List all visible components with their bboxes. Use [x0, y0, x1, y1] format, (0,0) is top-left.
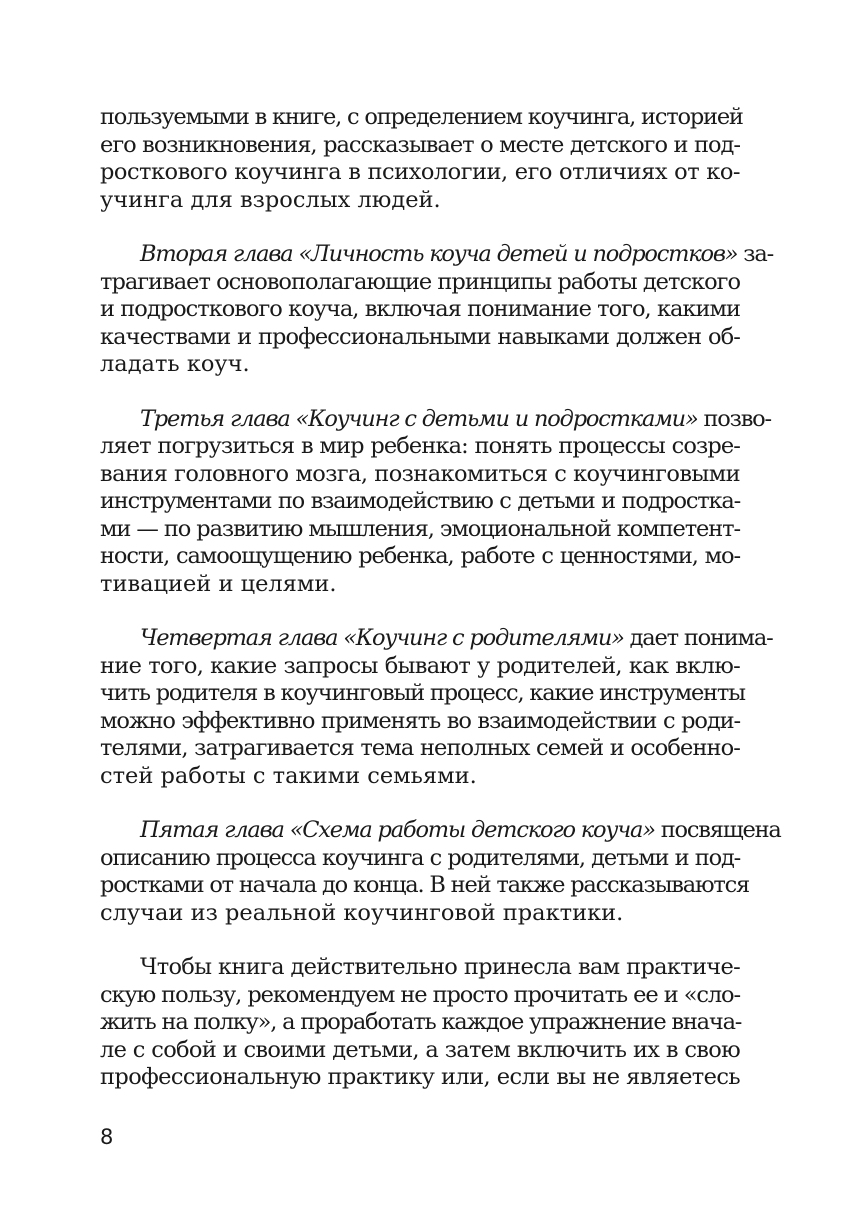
page-number: 8 — [100, 1125, 114, 1149]
text-line: ле с собой и своими детьми, а затем включить их в свою — [100, 1036, 740, 1063]
text-line: описанию процесса коучинга с родителями, детьми и под- — [100, 844, 740, 871]
paragraph-intro-continuation — [100, 104, 743, 214]
text-line-first: Чтобы книга действительно принесла вам практиче- — [140, 954, 740, 980]
lead-rest: позво- — [697, 405, 771, 432]
text-line: можно эффективно применять во взаимодействии с роди- — [100, 707, 740, 734]
text-line: случаи из реальной коучинговой практики. — [100, 899, 624, 926]
paragraph-chapter-four — [100, 625, 773, 790]
text-line: ности, самоощущению ребенка, работе с ценностями, мо- — [100, 543, 740, 569]
text-line-first — [100, 817, 781, 845]
paragraph-chapter-three — [100, 405, 771, 599]
text-line-first — [100, 625, 773, 653]
text-line: его возникновения, рассказывает о месте детского и под- — [100, 131, 740, 158]
paragraph-chapter-five — [100, 817, 781, 927]
text-line: чить родителя в коучинговый процесс, какие инструменты — [100, 680, 745, 706]
text-line: ние того, какие запросы бывают у родителей, как вклю- — [100, 652, 740, 679]
text-line: стей работы с такими семьями. — [100, 762, 477, 789]
lead-rest: за- — [737, 241, 773, 267]
text-line: ладать коуч. — [100, 351, 250, 377]
text-line: профессиональную практику или, если вы не являетесь — [100, 1064, 740, 1090]
text-line: и подросткового коуча, включая понимание того, какими — [100, 296, 740, 322]
lead-rest: посвящена — [654, 817, 781, 843]
text-line: учинга для взрослых людей. — [100, 186, 441, 213]
chapter-title-italic: Четвертая глава «Коучинг с родителями» — [140, 625, 624, 651]
lead-rest: дает понима- — [623, 625, 773, 651]
text-line: тивацией и целями. — [100, 570, 337, 597]
text-line: телями, затрагивается тема неполных семей и особенно- — [100, 735, 740, 761]
text-line-first — [100, 405, 771, 434]
page-body — [100, 104, 781, 1119]
text-line: ми — по развитию мышления, эмоциональной компетент- — [100, 515, 740, 542]
text-line: жить на полку», а проработать каждое упражнение внача- — [100, 1009, 742, 1035]
text-line: ростками от начала до конца. В ней также рассказываются — [100, 872, 750, 898]
text-line: вания головного мозга, познакомиться с коучинговыми — [100, 460, 740, 487]
text-line-first — [100, 241, 773, 269]
text-line: ляет погрузиться в мир ребенка: понять процессы созре- — [100, 433, 740, 459]
text-line: скую пользу, рекомендуем не просто прочитать ее и «сло- — [100, 981, 740, 1008]
text-line: трагивает основополагающие принципы работы детского — [100, 268, 740, 295]
text-line: пользуемыми в книге, с определением коучинга, историей — [100, 104, 743, 130]
paragraph-chapter-two — [100, 241, 773, 379]
chapter-title-italic: Пятая глава «Схема работы детского коуча» — [140, 817, 655, 843]
text-line: качествами и профессиональными навыками должен об- — [100, 323, 740, 350]
chapter-title-italic: Вторая глава «Личность коуча детей и подростков» — [140, 241, 738, 267]
chapter-title-italic: Третья глава «Коучинг с детьми и подростками» — [140, 405, 698, 432]
text-line: инструментами по взаимодействию с детьми и подростка- — [100, 488, 740, 514]
paragraph-recommendation — [100, 954, 740, 1092]
text-line: росткового коучинга в психологии, его отличиях от ко- — [100, 159, 740, 185]
